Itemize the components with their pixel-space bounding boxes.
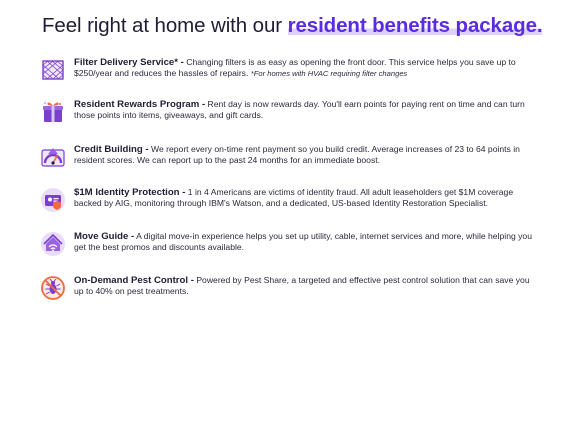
credit-gauge-icon (40, 144, 66, 170)
benefit-title: Filter Delivery Service* - (74, 57, 184, 68)
benefit-text (74, 99, 540, 121)
benefit-body: 1 in 4 Americans are victims of identity fraud. All adult leaseholders get $1M coverage backed by AIG, monitoring through IBM's Watson, and a dedicated, US-based Identity Restoration Specialist. (74, 187, 514, 209)
filter-icon (40, 57, 66, 83)
headline-prefix: Feel right at home with our (42, 14, 288, 37)
benefit-title: Resident Rewards Program - (74, 99, 206, 110)
benefit-footnote: *For homes with HVAC requiring filter changes (250, 69, 408, 79)
page-headline (42, 14, 542, 38)
benefit-body: We report every on-time rent payment so you build credit. Average increases of 23 to 64 points in resident scores. We can report up to the past 24 months for an immediate boost. (74, 144, 520, 166)
pest-control-icon (40, 275, 66, 301)
benefit-move-guide (40, 231, 540, 257)
benefit-body: Powered by Pest Share, a targeted and effective pest control solution that can save you up to 40% on pest treatments. (74, 275, 530, 297)
benefit-text (74, 144, 540, 166)
benefit-title: Credit Building - (74, 144, 149, 155)
benefit-body: Rent day is now rewards day. You'll earn points for paying rent on time and can turn those points into items, giveaways, and gift cards. (74, 99, 525, 121)
headline-accent: resident benefits package. (287, 14, 543, 37)
benefit-body: A digital move-in experience helps you set up utility, cable, internet services and more, while helping you get the best promos and discounts available. (74, 231, 532, 253)
benefit-pest-control (40, 275, 540, 301)
gift-icon (40, 99, 66, 125)
benefit-body: Changing filters is as easy as opening the front door. This service helps you save up to $250/year and reduces the hassles of repairs. (74, 57, 516, 79)
benefit-text (74, 231, 540, 253)
benefit-credit-building (40, 144, 540, 170)
benefit-text (74, 57, 540, 79)
benefit-text (74, 275, 540, 297)
benefit-title: $1M Identity Protection - (74, 187, 186, 198)
move-guide-icon (40, 231, 66, 257)
benefit-identity-protection (40, 187, 540, 213)
benefit-title: Move Guide - (74, 231, 135, 242)
benefit-filter-delivery (40, 57, 540, 83)
benefit-resident-rewards (40, 99, 540, 125)
benefit-title: On-Demand Pest Control - (74, 275, 194, 286)
benefit-text (74, 187, 540, 209)
identity-protection-icon (40, 187, 66, 213)
